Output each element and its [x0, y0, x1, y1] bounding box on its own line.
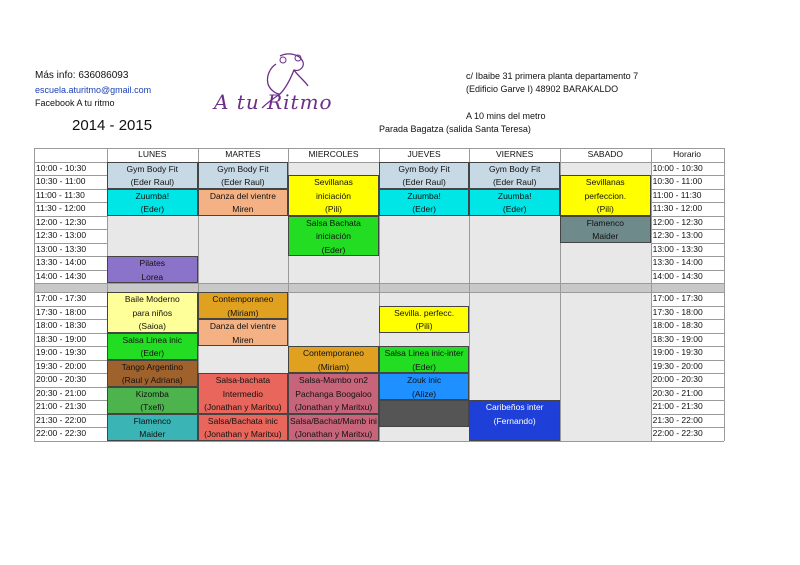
class-block [288, 414, 379, 441]
class-label: iniciación [316, 231, 351, 241]
class-label: (Jonathan y Maritxu) [204, 402, 282, 412]
class-label: (Eder Raul) [402, 177, 446, 187]
time-slot: 21:00 - 21:30 [36, 401, 87, 411]
time-slot: 11:00 - 11:30 [652, 189, 702, 200]
class-label: Contemporaneo [212, 294, 274, 304]
class-label: (Eder) [140, 204, 165, 214]
time-slot: 18:30 - 19:00 [652, 333, 703, 344]
class-label: (Eder Raul) [492, 177, 537, 187]
class-label: Pachanga Boogaloo [295, 388, 372, 399]
time-slot: 19:30 - 20:00 [652, 360, 703, 371]
grid-line [34, 270, 107, 271]
class-block [379, 400, 470, 427]
day-header-martes: MARTES [225, 149, 261, 159]
class-label: Salsa-bachata [215, 375, 271, 385]
grid-line [34, 216, 107, 217]
grid-line [651, 319, 724, 320]
class-label: Salsa Bachata [306, 217, 361, 228]
grid-line [34, 306, 107, 307]
class-block [469, 162, 560, 189]
grid-line [34, 414, 107, 415]
class-label: Flamenco [133, 415, 171, 426]
grid-line [651, 148, 652, 441]
class-label: Baile Moderno [124, 294, 180, 304]
class-label: Contemporaneo [303, 348, 364, 358]
class-label: (Eder Raul) [130, 177, 175, 187]
class-label: Miren [232, 334, 254, 345]
address-line-1: c/ Ibaibe 31 primera planta departamento 7 [466, 71, 639, 81]
class-block [379, 306, 470, 333]
class-label: Danza del vientre [209, 321, 276, 331]
time-slot: 18:00 - 18:30 [652, 320, 703, 330]
time-slot: 21:30 - 22:00 [652, 414, 703, 425]
class-block [198, 189, 289, 216]
time-slot: 12:30 - 13:00 [36, 230, 87, 240]
time-slot: 18:00 - 18:30 [36, 320, 87, 330]
class-label: Salsa Linea inic [122, 334, 183, 345]
facebook-text: Facebook A tu ritmo [35, 98, 115, 108]
grid-line [651, 256, 724, 257]
class-label: (Miriam) [227, 307, 259, 318]
class-label: (Eder) [502, 204, 527, 214]
class-label: (Miriam) [317, 361, 350, 372]
day-header-viernes: VIERNES [496, 149, 534, 159]
class-label: (Jonathan y Maritxu) [294, 429, 373, 439]
class-label: (Jonathan y Maritxu) [204, 429, 282, 439]
info-phone: Más info: 636086093 [35, 70, 129, 81]
time-slot: 13:30 - 14:00 [652, 257, 703, 267]
metro-line-2: Parada Bagatza (salida Santa Teresa) [379, 124, 531, 134]
grid-line [651, 333, 724, 334]
class-label: Salsa/Bachat/Mamb ini [290, 415, 377, 426]
class-block [198, 414, 289, 441]
class-label: Miren [232, 204, 254, 214]
time-slot: 10:30 - 11:00 [652, 176, 703, 186]
time-slot: 17:30 - 18:00 [652, 306, 703, 317]
class-label: (Eder Raul) [221, 177, 265, 187]
grid-line [34, 243, 107, 244]
class-label: (Eder) [412, 361, 436, 372]
class-label: Sevillanas [314, 177, 353, 187]
grid-line [34, 333, 107, 334]
time-slot: 12:00 - 12:30 [36, 216, 87, 227]
class-block [198, 292, 289, 319]
time-slot: 11:00 - 11:30 [36, 189, 85, 200]
time-slot: 10:30 - 11:00 [36, 176, 86, 186]
class-label: Intermedio [222, 388, 263, 399]
class-label: Gym Body Fit [398, 163, 450, 174]
class-label: Sevillanas [585, 177, 625, 187]
class-label: (Pili) [415, 321, 433, 331]
class-block [107, 256, 198, 283]
class-block [198, 162, 289, 189]
grid-line [34, 346, 107, 347]
class-block [560, 175, 651, 216]
class-block [107, 189, 198, 216]
class-block [288, 216, 379, 257]
class-label: Pilates [139, 258, 166, 268]
address-line-2: (Edificio Garve I) 48902 BARAKALDO [466, 84, 619, 94]
time-slot: 22:00 - 22:30 [652, 428, 703, 438]
class-block [107, 292, 198, 333]
time-slot: 21:00 - 21:30 [652, 401, 703, 411]
class-label: Gym Body Fit [126, 163, 179, 174]
class-label: (Eder) [412, 204, 436, 214]
class-block [107, 333, 198, 360]
class-label: Gym Body Fit [217, 163, 269, 174]
time-slot: 13:00 - 13:30 [652, 243, 703, 254]
grid-line [651, 216, 724, 217]
class-label: (Pili) [596, 204, 614, 214]
time-slot: 20:30 - 21:00 [652, 387, 703, 398]
day-header-miercoles: MIERCOLES [308, 149, 359, 159]
time-slot: 18:30 - 19:00 [36, 333, 87, 344]
grid-line [651, 346, 724, 347]
time-slot: 12:00 - 12:30 [652, 216, 703, 227]
time-slot: 22:00 - 22:30 [36, 428, 87, 438]
class-label: para niños [132, 307, 173, 318]
class-block [379, 162, 470, 189]
grid-line [34, 229, 107, 230]
grid-line [34, 387, 107, 388]
horario-header: Horario [673, 149, 702, 159]
class-label: Lorea [141, 271, 164, 282]
day-header-jueves: JUEVES [407, 149, 441, 159]
class-block [288, 373, 379, 414]
class-block [469, 189, 560, 216]
class-label: Maider [592, 231, 619, 241]
class-label: Kizomba [135, 388, 169, 399]
day-header-lunes: LUNES [138, 149, 167, 159]
grid-line [34, 373, 107, 374]
grid-line [651, 243, 724, 244]
class-label: Danza del vientre [209, 190, 276, 201]
class-block [107, 360, 198, 387]
class-block [560, 216, 651, 243]
grid-line [724, 148, 725, 441]
time-slot: 21:30 - 22:00 [36, 414, 87, 425]
grid-line [34, 256, 107, 257]
metro-line-1: A 10 mins del metro [466, 111, 546, 121]
time-slot: 20:00 - 20:30 [36, 374, 87, 384]
class-label: Salsa-Mambo on2 [298, 375, 368, 385]
grid-line [34, 319, 107, 320]
class-label: Zuumba! [135, 190, 170, 201]
class-block [379, 189, 470, 216]
time-slot: 13:30 - 14:00 [36, 257, 87, 267]
grid-line [34, 189, 107, 190]
class-label: (Pili) [324, 204, 342, 214]
time-slot: 12:30 - 13:00 [652, 230, 703, 240]
class-block [379, 346, 470, 373]
time-slot: 20:00 - 20:30 [652, 374, 703, 384]
class-label: Sevilla. perfecc. [394, 307, 455, 318]
grid-line [34, 427, 107, 428]
grid-line [34, 400, 107, 401]
grid-line [651, 189, 724, 190]
time-slot: 19:00 - 19:30 [36, 347, 87, 357]
class-label: (Txefi) [140, 402, 165, 412]
time-slot: 11:30 - 12:00 [36, 203, 86, 213]
class-label: Zuumba! [407, 190, 441, 201]
class-label: (Eder) [140, 348, 165, 358]
time-slot: 17:30 - 18:00 [36, 306, 87, 317]
time-slot: 13:00 - 13:30 [36, 243, 87, 254]
grid-line [651, 306, 724, 307]
class-block [107, 162, 198, 189]
grid-line [651, 400, 724, 401]
class-label: (Raul y Adriana) [121, 375, 183, 385]
class-label: (Eder) [321, 244, 346, 255]
time-slot: 14:00 - 14:30 [652, 270, 703, 281]
grid-line [34, 360, 107, 361]
logo-text: A tu Ritmo [214, 90, 333, 114]
class-block [198, 373, 289, 414]
grid-line [651, 387, 724, 388]
grid-line [34, 202, 107, 203]
class-label: perfeccion. [584, 190, 627, 201]
email-link[interactable]: escuela.aturitmo@gmail.com [35, 85, 152, 95]
time-slot: 14:00 - 14:30 [36, 270, 87, 281]
day-header-sabado: SABADO [587, 149, 624, 159]
time-slot: 17:00 - 17:30 [36, 293, 87, 303]
class-block [288, 346, 379, 373]
class-label: Maider [139, 429, 166, 439]
class-label: Tango Argentino [121, 361, 184, 372]
grid-line [651, 360, 724, 361]
time-slot: 10:00 - 10:30 [36, 162, 87, 173]
time-slot: 20:30 - 21:00 [36, 387, 87, 398]
grid-line [34, 441, 724, 442]
grid-line [651, 202, 724, 203]
class-label: (Fernando) [493, 415, 536, 426]
grid-line [651, 270, 724, 271]
class-label: Caribeños inter [485, 402, 544, 412]
time-slot: 17:00 - 17:30 [652, 293, 703, 303]
class-block [469, 400, 560, 441]
class-label: Flamenco [586, 217, 624, 228]
school-year: 2014 - 2015 [72, 117, 153, 134]
grid-line [651, 373, 724, 374]
class-label: Gym Body Fit [488, 163, 541, 174]
time-slot: 10:00 - 10:30 [652, 162, 703, 173]
class-label: (Jonathan y Maritxu) [294, 402, 373, 412]
grid-line [651, 229, 724, 230]
class-block [107, 414, 198, 441]
time-slot: 19:30 - 20:00 [36, 360, 87, 371]
grid-line [651, 427, 724, 428]
grid-line [34, 175, 107, 176]
class-block [107, 387, 198, 414]
class-label: (Alize) [412, 388, 437, 399]
class-label: (Saioa) [138, 321, 166, 331]
class-label: Zuumba! [497, 190, 532, 201]
grid-line [651, 175, 724, 176]
class-block [288, 175, 379, 216]
time-slot: 19:00 - 19:30 [652, 347, 703, 357]
class-block [198, 319, 289, 346]
class-label: Salsa/Bachata inic [207, 415, 278, 426]
grid-line [651, 414, 724, 415]
time-slot: 11:30 - 12:00 [652, 203, 703, 213]
class-block [379, 373, 470, 400]
grid-line [34, 148, 35, 441]
class-label: iniciación [316, 190, 351, 201]
class-label: Zouk inic [407, 375, 442, 385]
class-label: Salsa Linea inic-inter [384, 348, 464, 358]
